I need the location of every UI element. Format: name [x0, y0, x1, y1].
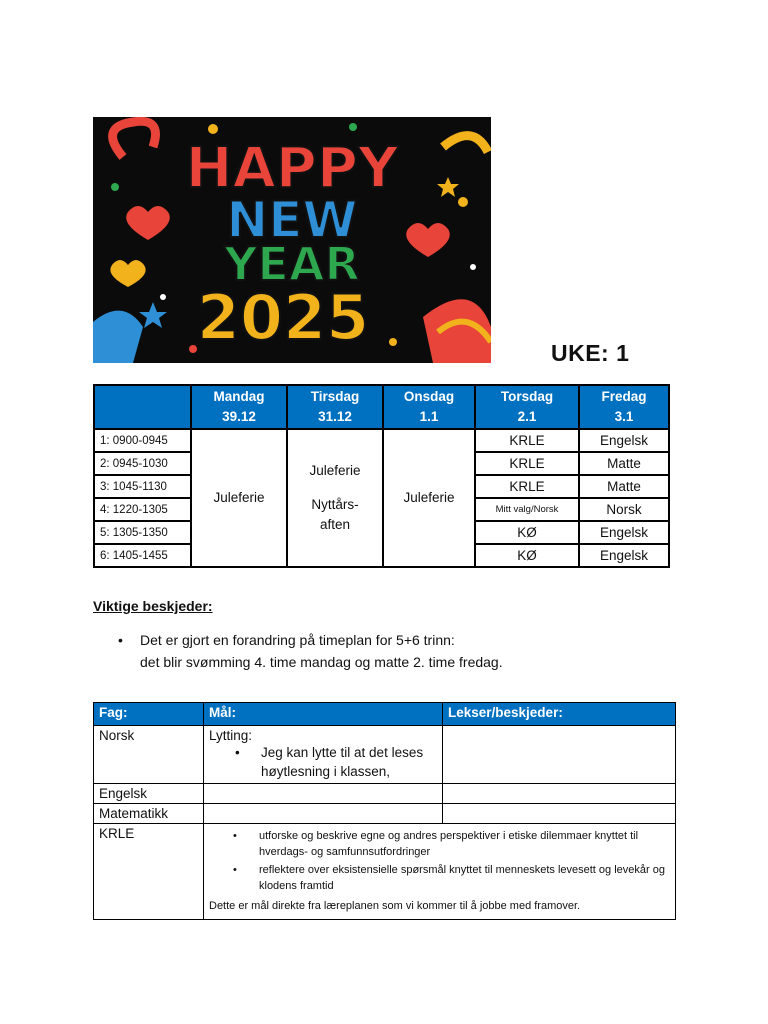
tuesday-label-2b: aften	[319, 517, 351, 532]
friday-cell: Norsk	[579, 498, 669, 521]
goal-matematikk	[204, 804, 443, 824]
krle-goal-item: • reflektere over eksistensielle spørsmål knyttet til menneskets levesett og levekår og klodens framtid	[233, 864, 665, 892]
banner-line-2: NEW	[226, 191, 358, 249]
timetable-corner	[94, 385, 191, 429]
bullet-icon: •	[235, 745, 240, 760]
tuesday-label-2a: Nyttårs-	[311, 497, 359, 512]
friday-cell: Engelsk	[579, 429, 669, 452]
week-label: UKE: 1	[551, 340, 630, 366]
period-label: 4: 1220-1305	[94, 498, 191, 521]
timetable	[93, 384, 670, 568]
goal-engelsk	[204, 784, 443, 804]
day-header-mandag: Mandag 39.12	[191, 385, 287, 429]
bullet-icon: •	[118, 632, 123, 648]
day-header-fredag: Fredag 3.1	[579, 385, 669, 429]
friday-cell: Matte	[579, 475, 669, 498]
bullet-icon: •	[233, 864, 237, 876]
subject-engelsk: Engelsk	[94, 784, 204, 804]
goal-title: Lytting:	[209, 728, 253, 743]
thursday-cell: KØ	[475, 544, 579, 567]
header-subject: Fag:	[94, 703, 204, 726]
tuesday-cell	[287, 429, 383, 567]
tuesday-label-1: Juleferie	[309, 463, 361, 478]
banner-line-4: 2025	[196, 281, 370, 354]
header-goal: Mål:	[204, 703, 443, 726]
friday-cell: Engelsk	[579, 544, 669, 567]
friday-cell: Matte	[579, 452, 669, 475]
period-label: 6: 1405-1455	[94, 544, 191, 567]
subject-krle: KRLE	[94, 824, 204, 920]
notice-line-1: Det er gjort en forandring på timeplan for 5+6 trinn:	[140, 632, 455, 648]
friday-cell: Engelsk	[579, 521, 669, 544]
period-label: 5: 1305-1350	[94, 521, 191, 544]
monday-cell: Juleferie	[191, 429, 287, 567]
table-row	[94, 726, 676, 784]
subject-norsk: Norsk	[94, 726, 204, 784]
timetable-header-row	[94, 385, 669, 429]
table-row	[94, 804, 676, 824]
krle-note: Dette er mål direkte fra læreplanen som vi kommer til å jobbe med framover.	[209, 900, 581, 912]
thursday-cell: KRLE	[475, 452, 579, 475]
subjects-table	[93, 702, 676, 920]
subjects-header-row	[94, 703, 676, 726]
subject-matematikk: Matematikk	[94, 804, 204, 824]
homework-engelsk	[443, 784, 676, 804]
goal-krle	[204, 824, 676, 920]
notice-item	[118, 629, 503, 673]
homework-norsk	[443, 726, 676, 784]
thursday-cell: KRLE	[475, 429, 579, 452]
goal-norsk	[204, 726, 443, 784]
krle-goal-item: • utforske og beskrive egne og andres perspektiver i etiske dilemmaer knyttet til hverdags- og samfunnsutfordringer	[233, 830, 639, 858]
period-label: 1: 0900-0945	[94, 429, 191, 452]
table-row	[94, 429, 669, 452]
goal-item: • Jeg kan lytte til at det leses høytlesning i klassen,	[235, 745, 424, 779]
thursday-cell: KRLE	[475, 475, 579, 498]
period-label: 2: 0945-1030	[94, 452, 191, 475]
banner-line-3: YEAR	[224, 237, 360, 291]
thursday-cell: KØ	[475, 521, 579, 544]
day-header-onsdag: Onsdag 1.1	[383, 385, 475, 429]
day-header-torsdag: Torsdag 2.1	[475, 385, 579, 429]
happy-new-year-banner	[93, 117, 491, 363]
day-header-tirsdag: Tirsdag 31.12	[287, 385, 383, 429]
notice-line-2: det blir svømming 4. time mandag og matte 2. time fredag.	[140, 654, 503, 670]
table-row	[94, 784, 676, 804]
notices-title: Viktige beskjeder:	[93, 598, 213, 614]
header-homework: Lekser/beskjeder:	[443, 703, 676, 726]
homework-matematikk	[443, 804, 676, 824]
banner-line-1: HAPPY	[185, 136, 399, 201]
wednesday-cell: Juleferie	[383, 429, 475, 567]
thursday-cell: Mitt valg/Norsk	[475, 498, 579, 521]
period-label: 3: 1045-1130	[94, 475, 191, 498]
table-row	[94, 824, 676, 920]
bullet-icon: •	[233, 830, 237, 842]
